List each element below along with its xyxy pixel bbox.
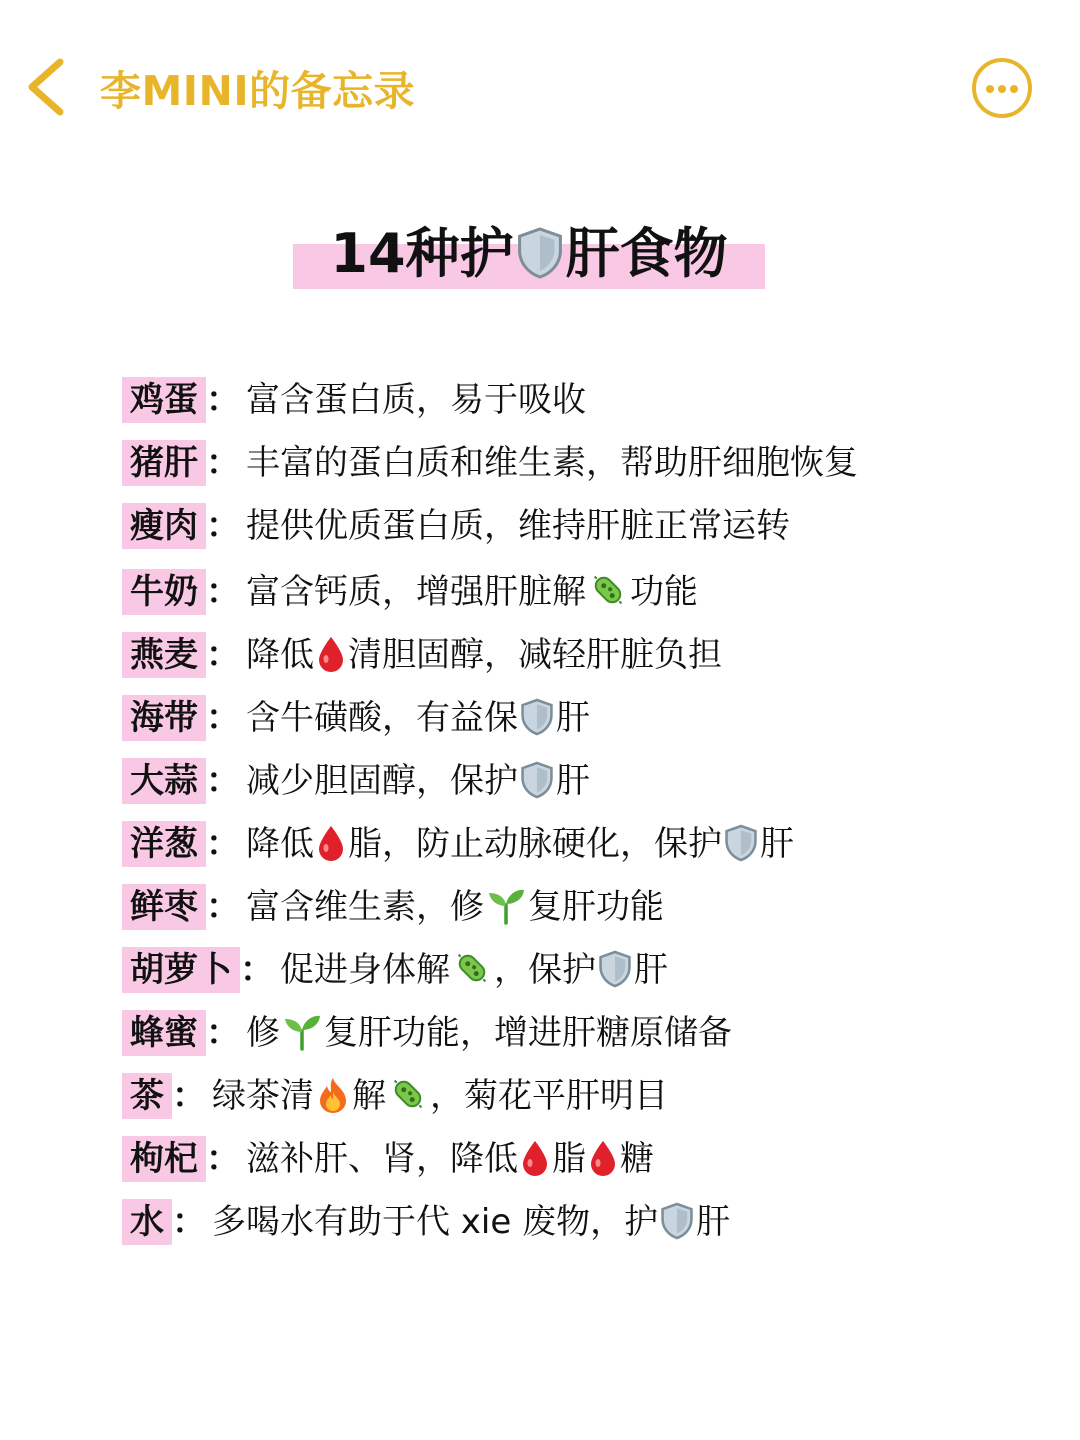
food-description: 绿茶清	[212, 1076, 314, 1116]
food-separator: ：	[206, 443, 240, 483]
food-item	[122, 1069, 668, 1123]
food-separator: ：	[206, 761, 240, 801]
food-separator: ：	[206, 824, 240, 864]
food-item	[122, 1006, 732, 1060]
chevron-left-icon	[14, 52, 84, 122]
food-description: 减少胆固醇，保护	[246, 761, 518, 801]
food-separator: ：	[240, 950, 274, 990]
food-name: 鸡蛋	[122, 373, 206, 427]
top-bar	[0, 0, 1080, 170]
food-item	[122, 880, 664, 934]
page-title-part2: 肝食物	[565, 222, 728, 285]
food-description: 促进身体解	[280, 950, 450, 990]
food-name: 蜂蜜	[122, 1006, 206, 1060]
food-separator: ：	[206, 887, 240, 927]
food-item	[122, 754, 590, 808]
food-separator: ：	[206, 506, 240, 546]
back-button[interactable]	[14, 52, 84, 122]
food-name: 洋葱	[122, 817, 206, 871]
food-separator: ：	[206, 1013, 240, 1053]
food-separator: ：	[172, 1076, 206, 1116]
food-separator: ：	[172, 1202, 206, 1242]
food-description: 脂	[552, 1139, 586, 1179]
food-description: 糖	[620, 1139, 654, 1179]
food-description: 降低	[246, 635, 314, 675]
food-description: 肝	[760, 824, 794, 864]
food-name: 鲜枣	[122, 880, 206, 934]
shield-icon	[660, 1202, 694, 1240]
food-description: 复肝功能	[528, 887, 664, 927]
seedling-icon	[486, 885, 526, 925]
food-description: ，保护	[494, 950, 596, 990]
food-name: 水	[122, 1195, 172, 1249]
food-separator: ：	[206, 572, 240, 612]
seedling-icon	[282, 1011, 322, 1051]
fire-icon	[316, 1076, 350, 1114]
blood-drop-icon	[316, 824, 346, 862]
food-description: 丰富的蛋白质和维生素，帮助肝细胞恢复	[246, 443, 858, 483]
food-item	[122, 628, 722, 682]
blood-drop-icon	[520, 1139, 550, 1177]
food-description: 提供优质蛋白质，维持肝脏正常运转	[246, 506, 790, 546]
page-title-part1: 14种护	[330, 222, 514, 285]
food-description: 滋补肝、肾，降低	[246, 1139, 518, 1179]
food-description: 功能	[630, 572, 698, 612]
food-description: 复肝功能，增进肝糖原储备	[324, 1013, 732, 1053]
food-description: 修	[246, 1013, 280, 1053]
app-title: 李MINI的备忘录	[100, 67, 416, 115]
food-name: 胡萝卜	[122, 943, 240, 997]
food-item	[122, 436, 858, 490]
food-name: 海带	[122, 691, 206, 745]
food-description: 降低	[246, 824, 314, 864]
microbe-icon	[452, 948, 492, 988]
food-description: 肝	[556, 761, 590, 801]
food-name: 牛奶	[122, 565, 206, 619]
food-item	[122, 1195, 730, 1249]
food-item	[122, 373, 586, 427]
shield-icon	[724, 824, 758, 862]
blood-drop-icon	[316, 635, 346, 673]
food-description: 富含维生素，修	[246, 887, 484, 927]
more-button[interactable]	[972, 58, 1032, 118]
food-description: 富含钙质，增强肝脏解	[246, 572, 586, 612]
shield-icon	[520, 761, 554, 799]
food-name: 枸杞	[122, 1132, 206, 1186]
food-item	[122, 565, 698, 619]
food-name: 茶	[122, 1069, 172, 1123]
food-item	[122, 943, 668, 997]
food-description: 肝	[696, 1202, 731, 1242]
food-description: ，菊花平肝明目	[430, 1076, 668, 1116]
food-item	[122, 691, 590, 745]
food-description: 解	[352, 1076, 386, 1116]
food-separator: ：	[206, 635, 240, 675]
food-description: 肝	[556, 698, 590, 738]
food-name: 大蒜	[122, 754, 206, 808]
food-separator: ：	[206, 698, 240, 738]
food-name: 瘦肉	[122, 499, 206, 553]
shield-icon	[516, 226, 564, 280]
food-name: 燕麦	[122, 628, 206, 682]
shield-icon	[598, 950, 632, 988]
food-separator: ：	[206, 1139, 240, 1179]
food-item	[122, 1132, 654, 1186]
page-title	[293, 222, 765, 286]
blood-drop-icon	[588, 1139, 618, 1177]
food-description: 多喝水有助于代 xie 废物，护	[212, 1202, 659, 1242]
food-item	[122, 817, 794, 871]
food-description: 肝	[634, 950, 668, 990]
microbe-icon	[388, 1074, 428, 1114]
page-title-block	[293, 222, 765, 290]
food-name: 猪肝	[122, 436, 206, 490]
food-separator: ：	[206, 380, 240, 420]
food-description: 清胆固醇，减轻肝脏负担	[348, 635, 722, 675]
food-description: 脂，防止动脉硬化，保护	[348, 824, 722, 864]
microbe-icon	[588, 570, 628, 610]
food-description: 含牛磺酸，有益保	[246, 698, 518, 738]
shield-icon	[520, 698, 554, 736]
food-description: 富含蛋白质，易于吸收	[246, 380, 586, 420]
food-item	[122, 499, 790, 553]
